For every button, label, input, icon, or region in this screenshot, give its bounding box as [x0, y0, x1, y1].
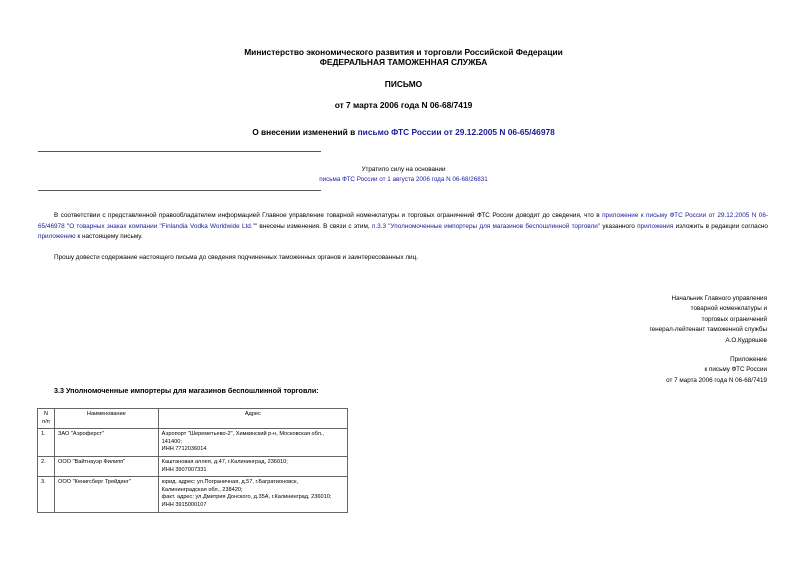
paragraph-text: ": [64, 222, 70, 230]
signature-line: торговых ограничений: [701, 315, 767, 323]
paragraph-text: В соответствии с представленной правообладателем информацией Главное управление товарной номенклатуры и торговых ограничений ФТС России доводит до сведения, что в: [54, 212, 603, 219]
table-row: [38, 477, 348, 512]
lost-force-link[interactable]: письма ФТС России от 1 августа 2006 года N 06-68/26831: [319, 176, 488, 183]
address-line: ИНН 7712036014: [161, 446, 207, 453]
address-line: Каштановая аллея, д.47, г.Калининград, 236010;: [161, 458, 288, 465]
appendix-line: Приложение: [730, 356, 767, 363]
col-header-name: Наименование: [54, 409, 158, 429]
appendix-block: [666, 355, 767, 386]
table-header-row: [38, 409, 348, 429]
section-title: 3.3 Уполномоченные импортеры для магазинов беспошлинной торговли:: [54, 386, 319, 395]
divider-top: [38, 151, 321, 152]
cell-address: [158, 429, 347, 457]
cell-number: 3.: [38, 477, 55, 512]
address-line: Аэропорт "Шереметьево-2", Химкинский р-н, Московская обл., 141400;: [161, 431, 324, 445]
subject-prefix: О внесении изменений в: [252, 127, 358, 137]
col-header-address: Адрес: [158, 409, 347, 429]
inline-link[interactable]: О товарных знаках компании "Finlandia Vodka Worldwide Ltd.": [69, 222, 255, 230]
signature-line: генерал-лейтенант таможенной службы: [649, 326, 767, 334]
body-paragraph-1: [38, 211, 768, 243]
appendix-line: от 7 марта 2006 года N 06-68/7419: [666, 376, 767, 384]
address-line: ИНН 3915000107: [161, 501, 207, 508]
doc-date-number: от 7 марта 2006 года N 06-68/7419: [334, 100, 473, 110]
signature-line: товарной номенклатуры и: [690, 305, 767, 313]
cell-number: 1.: [38, 429, 55, 457]
address-line: юрид. адрес: ул.Пограничная, д.57, г.Багратионовск, Калининградская обл., 238420;: [161, 479, 299, 493]
signature-line: Начальник Главного управления: [671, 295, 767, 302]
doc-type: ПИСЬМО: [384, 79, 423, 89]
inline-link[interactable]: приложению: [38, 233, 76, 240]
inline-link[interactable]: п.3.3 "Уполномоченные импортеры для магазинов беспошлинной торговли": [371, 222, 601, 230]
ministry-title: Министерство экономического развития и торговли Российской Федерации: [244, 47, 563, 57]
paragraph-text: изложить в редакции согласно: [673, 222, 768, 230]
table-row: [38, 429, 348, 457]
importers-table: [37, 408, 348, 513]
paragraph-text: " внесены изменения. В связи с этим,: [254, 222, 372, 230]
paragraph-text: к настоящему письму.: [75, 233, 143, 240]
divider-bottom: [38, 190, 321, 191]
cell-number: 2.: [38, 456, 55, 476]
paragraph-text: указанного: [600, 222, 638, 230]
cell-address: [158, 456, 347, 476]
service-title: ФЕДЕРАЛЬНАЯ ТАМОЖЕННАЯ СЛУЖБА: [319, 57, 488, 67]
table-row: [38, 456, 348, 476]
address-line: ИНН 3907007331: [161, 466, 207, 473]
signature-line: А.О.Кудряшев: [725, 336, 767, 344]
subject-link[interactable]: письмо ФТС России от 29.12.2005 N 06-65/46978: [357, 127, 555, 137]
inline-link[interactable]: приложение к письму ФТС России от 29.12.2005 N 06-65/46978: [38, 212, 769, 230]
cell-name: ООО "Кенигсберг Трейдинг": [54, 477, 158, 512]
body-paragraph-2: Прошу довести содержание настоящего письма до сведения подчиненных таможенных органов и заинтересованных лиц.: [54, 254, 419, 261]
appendix-line: к письму ФТС России: [704, 366, 767, 374]
cell-address: [158, 477, 347, 512]
address-line: факт. адрес: ул.Дмитрия Донского, д.35А, г.Калининград, 236010;: [161, 494, 332, 501]
cell-name: ООО "Вайтнауэр Филипп": [54, 456, 158, 476]
cell-name: ЗАО "Аэроферст": [54, 429, 158, 457]
col-header-number: N п/п: [38, 409, 55, 429]
signature-block: [650, 294, 768, 346]
lost-force-line1: Утратило силу на основании: [361, 166, 446, 173]
inline-link[interactable]: приложения: [637, 222, 674, 230]
doc-subject: [0, 127, 807, 137]
